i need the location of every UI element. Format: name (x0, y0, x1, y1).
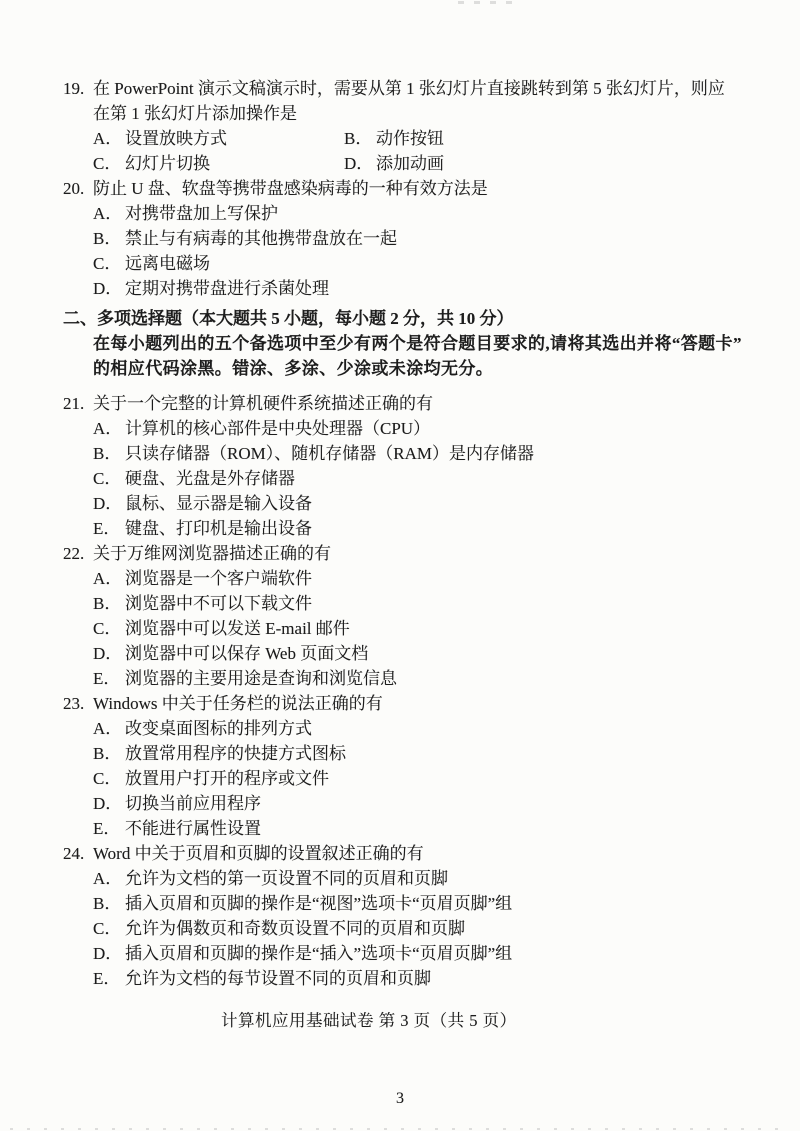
option (93, 151, 344, 176)
question-number: 20. (63, 179, 85, 198)
option (93, 716, 743, 741)
option-text: 不能进行属性设置 (125, 819, 261, 838)
option-label: E． (93, 819, 121, 838)
option-label: C． (93, 469, 122, 488)
option (93, 616, 743, 641)
option (93, 891, 743, 916)
option (93, 516, 743, 541)
option-grid (93, 126, 743, 176)
question-stem: Windows 中关于任务栏的说法正确的有 (93, 694, 383, 713)
option-text: 允许为偶数页和奇数页设置不同的页眉和页脚 (125, 919, 465, 938)
question-stem: Word 中关于页眉和页脚的设置叙述正确的有 (93, 844, 424, 863)
option-label: B． (93, 894, 122, 913)
option (93, 466, 743, 491)
option-label: C． (93, 254, 122, 273)
option-label: B． (93, 594, 122, 613)
option-text: 计算机的核心部件是中央处理器（CPU） (125, 419, 431, 438)
page-number: 3 (396, 1090, 404, 1107)
option (93, 766, 743, 791)
option (93, 866, 743, 891)
option (93, 126, 344, 151)
question-19 (63, 76, 743, 176)
question-stem: 关于一个完整的计算机硬件系统描述正确的有 (93, 394, 433, 413)
option-label: B． (93, 744, 122, 763)
question-stem-continued: 在第 1 张幻灯片添加操作是 (93, 104, 297, 123)
option-label: A． (93, 719, 123, 738)
option (344, 126, 743, 151)
option-label: A． (93, 129, 123, 148)
question-20 (63, 176, 743, 301)
option-label: C． (93, 769, 122, 788)
option (93, 816, 743, 841)
option-text: 鼠标、显示器是输入设备 (125, 494, 312, 513)
option (93, 741, 743, 766)
option (93, 251, 743, 276)
option (93, 491, 743, 516)
option-label: A． (93, 419, 123, 438)
option-text: 插入页眉和页脚的操作是“视图”选项卡“页眉页脚”组 (125, 894, 513, 913)
option-label: D． (93, 644, 123, 663)
option-text: 添加动画 (376, 154, 444, 173)
option-text: 硬盘、光盘是外存储器 (125, 469, 295, 488)
section-heading: 二、多项选择题（本大题共 5 小题，每小题 2 分，共 10 分） (63, 309, 514, 328)
option-text: 插入页眉和页脚的操作是“插入”选项卡“页眉页脚”组 (125, 944, 513, 963)
option-label: B． (93, 444, 122, 463)
option (93, 916, 743, 941)
option-text: 禁止与有病毒的其他携带盘放在一起 (125, 229, 397, 248)
page-content (63, 76, 743, 991)
option-text: 放置常用程序的快捷方式图标 (125, 744, 346, 763)
option (93, 791, 743, 816)
option (93, 566, 743, 591)
option-text: 只读存储器（ROM）、随机存储器（RAM）是内存储器 (125, 444, 534, 463)
question-stem: 防止 U 盘、软盘等携带盘感染病毒的一种有效方法是 (93, 179, 488, 198)
option-label: D． (93, 794, 123, 813)
option-text: 浏览器是一个客户端软件 (125, 569, 312, 588)
option-text: 浏览器中不可以下载文件 (125, 594, 312, 613)
option-label: B． (344, 129, 373, 148)
option-text: 定期对携带盘进行杀菌处理 (125, 279, 329, 298)
option-label: B． (93, 229, 122, 248)
question-21 (63, 391, 743, 541)
option-label: D． (93, 944, 123, 963)
option (93, 941, 743, 966)
question-number: 24. (63, 844, 85, 863)
option-text: 浏览器中可以保存 Web 页面文档 (125, 644, 369, 663)
option-label: E． (93, 969, 121, 988)
option-text: 设置放映方式 (125, 129, 227, 148)
option-text: 放置用户打开的程序或文件 (125, 769, 329, 788)
option (344, 151, 743, 176)
option-label: D． (93, 494, 123, 513)
option-text: 幻灯片切换 (125, 154, 210, 173)
question-number: 21. (63, 394, 85, 413)
question-stem: 在 PowerPoint 演示文稿演示时，需要从第 1 张幻灯片直接跳转到第 5 张幻灯片，则应 (93, 79, 725, 98)
option-label: E． (93, 519, 121, 538)
question-22 (63, 541, 743, 691)
question-24 (63, 841, 743, 991)
option-text: 浏览器的主要用途是查询和浏览信息 (125, 669, 397, 688)
question-number: 19. (63, 79, 85, 98)
option-text: 对携带盘加上写保护 (125, 204, 278, 223)
option (93, 666, 743, 691)
option (93, 226, 743, 251)
option-text: 动作按钮 (376, 129, 444, 148)
option-label: C． (93, 619, 122, 638)
scan-artifact-bottom (10, 1128, 790, 1130)
option (93, 201, 743, 226)
option-label: A． (93, 869, 123, 888)
section-instructions-line-2: 的相应代码涂黑。错涂、多涂、少涂或未涂均无分。 (93, 359, 494, 378)
option-text: 允许为文档的每节设置不同的页眉和页脚 (125, 969, 431, 988)
option-label: A． (93, 569, 123, 588)
option-text: 远离电磁场 (125, 254, 210, 273)
option-text: 允许为文档的第一页设置不同的页眉和页脚 (125, 869, 448, 888)
option (93, 591, 743, 616)
page-footer: 计算机应用基础试卷 第 3 页（共 5 页） (221, 1011, 517, 1030)
option (93, 416, 743, 441)
option (93, 641, 743, 666)
option-label: E． (93, 669, 121, 688)
option-label: A． (93, 204, 123, 223)
question-number: 22. (63, 544, 85, 563)
option (93, 441, 743, 466)
option-text: 切换当前应用程序 (125, 794, 261, 813)
section-2-header (63, 306, 743, 381)
question-stem: 关于万维网浏览器描述正确的有 (93, 544, 331, 563)
option-text: 改变桌面图标的排列方式 (125, 719, 312, 738)
option-label: C． (93, 919, 122, 938)
option-label: D． (344, 154, 374, 173)
section-instructions-line-1: 在每小题列出的五个备选项中至少有两个是符合题目要求的,请将其选出并将“答题卡” (93, 334, 742, 353)
question-number: 23. (63, 694, 85, 713)
option-label: C． (93, 154, 122, 173)
option (93, 276, 743, 301)
option-text: 键盘、打印机是输出设备 (125, 519, 312, 538)
scan-artifact-top (458, 1, 518, 4)
question-23 (63, 691, 743, 841)
option-label: D． (93, 279, 123, 298)
option (93, 966, 743, 991)
option-text: 浏览器中可以发送 E-mail 邮件 (125, 619, 350, 638)
